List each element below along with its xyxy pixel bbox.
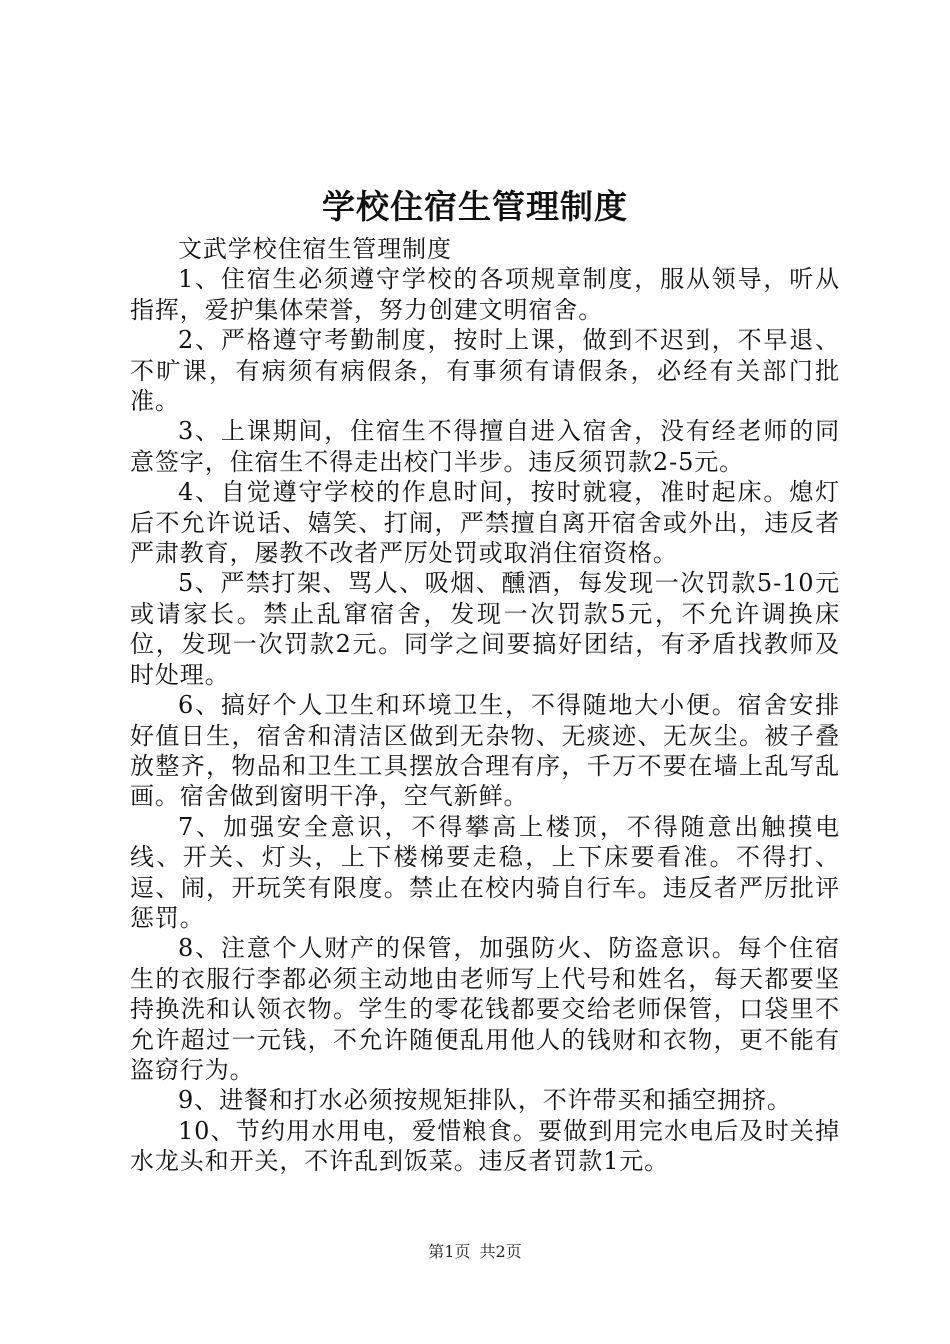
document-title: 学校住宿生管理制度: [322, 187, 628, 226]
rule-paragraph-9: 9、进餐和打水必须按规矩排队，不许带买和插空拥挤。: [178, 1086, 792, 1115]
page-footer: [0, 1240, 950, 1264]
rule-paragraph-10: 10、节约用水用电，爱惜粮食。要做到用完水电后及时关掉水龙头和开关，不许乱到饭菜。违反者罚款1元。: [130, 1116, 840, 1176]
rule-paragraph-2: 2、严格遵守考勤制度，按时上课，做到不迟到，不早退、不旷课，有病须有病假条，有事须有请假条，必经有关部门批准。: [130, 326, 840, 416]
rule-paragraph-4: 4、自觉遵守学校的作息时间，按时就寝，准时起床。熄灯后不允许说话、嬉笑、打闹，严禁擅自离开宿舍或外出，违反者严肃教育，屡教不改者严厉处罚或取消住宿资格。: [130, 478, 840, 568]
rule-paragraph-3: 3、上课期间，住宿生不得擅自进入宿舍，没有经老师的同意签字，住宿生不得走出校门半步。违反须罚款2-5元。: [130, 417, 840, 476]
rule-paragraph-7: 7、加强安全意识，不得攀高上楼顶，不得随意出触摸电线、开关、灯头，上下楼梯要走稳，上下床要看准。不得打、逗、闹，开玩笑有限度。禁止在校内骑自行车。违反者严厉批评惩罚。: [130, 812, 840, 932]
page-number-current: 第1页: [428, 1242, 471, 1261]
document-body: [130, 234, 840, 1177]
page-number-total: 共2页: [479, 1242, 522, 1261]
rule-paragraph-6: 6、搞好个人卫生和环境卫生，不得随地大小便。宿舍安排好值日生，宿舍和清洁区做到无杂物、无痰迹、无灰尘。被子叠放整齐，物品和卫生工具摆放合理有序，千万不要在墙上乱写乱画。宿舍做到窗明干净，空气新鲜。: [130, 691, 840, 811]
rule-paragraph-5: 5、严禁打架、骂人、吸烟、醺酒，每发现一次罚款5-10元或请家长。禁止乱窜宿舍，发现一次罚款5元，不允许调换床位，发现一次罚款2元。同学之间要搞好团结，有矛盾找教师及时处理。: [130, 569, 840, 689]
document-subtitle: 文武学校住宿生管理制度: [178, 235, 452, 263]
rule-paragraph-8: 8、注意个人财产的保管，加强防火、防盗意识。每个住宿生的衣服行李都必须主动地由老师写上代号和姓名，每天都要坚持换洗和认领衣物。学生的零花钱都要交给老师保管，口袋里不允许超过一元钱，不允许随便乱用他人的钱财和衣物，更不能有盗窃行为。: [130, 934, 840, 1084]
rule-paragraph-1: 1、住宿生必须遵守学校的各项规章制度，服从领导，听从指挥，爱护集体荣誉，努力创建文明宿舍。: [130, 265, 840, 324]
